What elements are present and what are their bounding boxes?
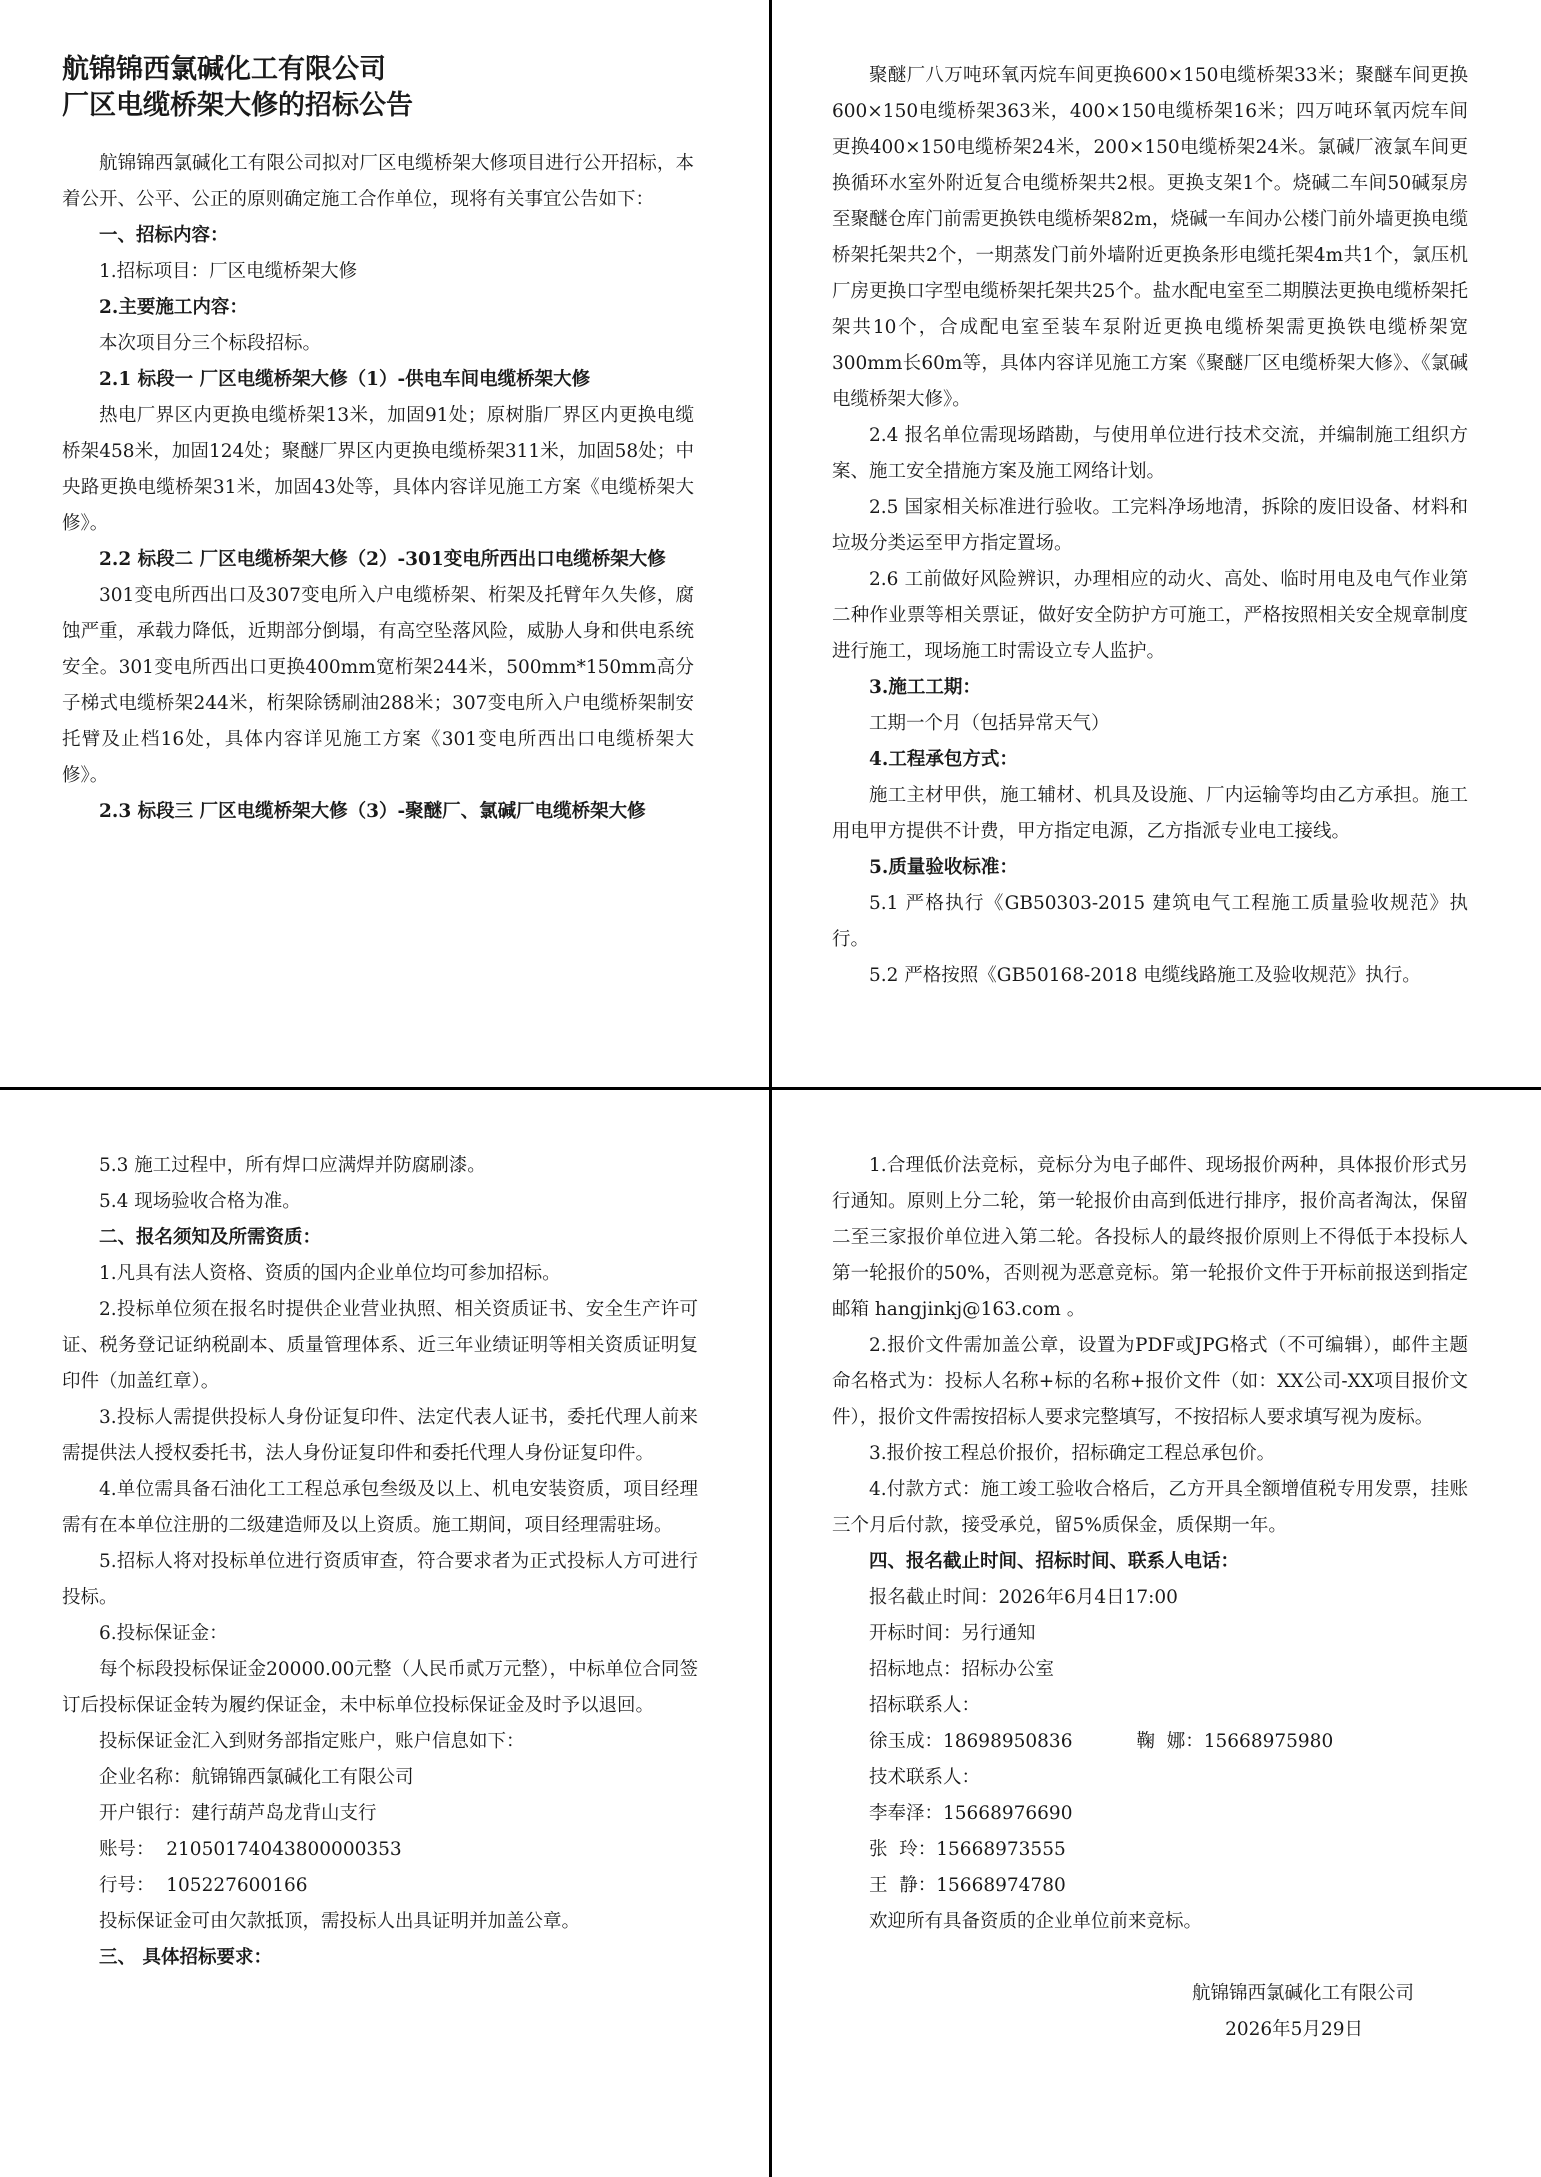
quality-5-4: 5.4 现场验收合格为准。 <box>99 1191 301 1212</box>
tech-contact-1: 李奉泽：15668976690 <box>869 1803 1073 1824</box>
tech-contact-2: 张 玲：15668973555 <box>869 1839 1066 1860</box>
lot-1-text: 热电厂界区内更换电缆桥架13米，加固91处；原树脂厂界区内更换电缆桥架458米，加固124处；聚醚厂界区内更换电缆桥架311米，加固58处；中央路更换电缆桥架31米，加固43处等，具体内容详见施工方案《电缆桥架大修》。 <box>62 405 694 534</box>
bid-project: 1.招标项目：厂区电缆桥架大修 <box>99 261 358 282</box>
bank-code: 行号： 105227600166 <box>99 1875 308 1896</box>
opening-time: 开标时间：另行通知 <box>869 1623 1036 1644</box>
requirement-2: 2.投标单位须在报名时提供企业营业执照、相关资质证书、安全生产许可证、税务登记证纳税副本、质量管理体系、近三年业绩证明等相关资质证明复印件（加盖红章）。 <box>62 1299 698 1392</box>
signature-org: 航锦锦西氯碱化工有限公司 <box>1191 1983 1414 2004</box>
deposit-text: 每个标段投标保证金20000.00元整（人民币贰万元整），中标单位合同签订后投标保证金转为履约保证金，未中标单位投标保证金及时予以退回。 <box>62 1659 698 1716</box>
page-1 <box>62 52 694 830</box>
requirement-5: 5.招标人将对投标单位进行资质审查，符合要求者为正式投标人方可进行投标。 <box>62 1551 698 1608</box>
deposit-heading: 6.投标保证金： <box>99 1623 228 1644</box>
section-1-heading: 一、招标内容： <box>99 225 229 246</box>
bid-contact-label: 招标联系人： <box>869 1695 981 1716</box>
lot-1-heading: 2.1 标段一 厂区电缆桥架大修（1）-供电车间电缆桥架大修 <box>99 369 591 390</box>
bid-contacts-row <box>832 1724 1468 1760</box>
bid-contact-2: 鞠 娜：15668975980 <box>1136 1731 1334 1752</box>
requirement-4: 4.单位需具备石油化工工程总承包叁级及以上、机电安装资质，项目经理需有在本单位注册的二级建造师及以上资质。施工期间，项目经理需驻场。 <box>62 1479 698 1536</box>
item-2-5: 2.5 国家相关标准进行验收。工完料净场地清，拆除的废旧设备、材料和垃圾分类运至甲方指定置场。 <box>832 497 1468 554</box>
account-company: 企业名称：航锦锦西氯碱化工有限公司 <box>99 1767 414 1788</box>
contract-mode-text: 施工主材甲供，施工辅材、机具及设施、厂内运输等均由乙方承担。施工用电甲方提供不计费，甲方指定电源，乙方指派专业电工接线。 <box>832 785 1468 842</box>
intro-paragraph: 航锦锦西氯碱化工有限公司拟对厂区电缆桥架大修项目进行公开招标，本着公开、公平、公正的原则确定施工合作单位，现将有关事宜公告如下： <box>62 153 694 210</box>
quality-5-1: 5.1 严格执行《GB50303-2015 建筑电气工程施工质量验收规范》执行。 <box>832 893 1468 950</box>
main-work-heading: 2.主要施工内容： <box>99 297 248 318</box>
item-2-6: 2.6 工前做好风险辨识，办理相应的动火、高处、临时用电及电气作业第二种作业票等相关票证，做好安全防护方可施工，严格按照相关安全规章制度进行施工，现场施工时需设立专人监护。 <box>832 569 1468 662</box>
main-work-text: 本次项目分三个标段招标。 <box>99 333 322 354</box>
section-4-heading: 四、报名截止时间、招标时间、联系人电话： <box>869 1551 1240 1572</box>
account-intro: 投标保证金汇入到财务部指定账户，账户信息如下： <box>99 1731 525 1752</box>
signature-block <box>832 1976 1468 2048</box>
section-3-heading: 三、 具体招标要求： <box>99 1947 272 1968</box>
lot-3-text: 聚醚厂八万吨环氧丙烷车间更换600×150电缆桥架33米；聚醚车间更换600×150电缆桥架363米，400×150电缆桥架16米；四万吨环氧丙烷车间更换400×150电缆桥架24米，200×150电缆桥架24米。氯碱厂液氯车间更换循环水室外附近复合电缆桥架共2根。更换支架1个。烧碱二车间50碱泵房至聚醚仓库门前需更换铁电缆桥架82m，烧碱一车间办公楼门前外墙更换电缆桥架托架共2个，一期蒸发门前外墙附近更换条形电缆托架4m共1个，氯压机厂房更换口字型电缆桥架托架共25个。盐水配电室至二期膜法更换电缆桥架托架共10个，合成配电室至装车泵附近更换电缆桥架需更换铁电缆桥架宽300mm长60m等，具体内容详见施工方案《聚醚厂区电缆桥架大修》、《氯碱电缆桥架大修》。 <box>832 65 1468 410</box>
bid-rule-2: 2.报价文件需加盖公章，设置为PDF或JPG格式（不可编辑），邮件主题命名格式为：投标人名称+标的名称+报价文件（如：XX公司-XX项目报价文件），报价文件需按招标人要求完整填写，不按招标人要求填写视为废标。 <box>832 1335 1468 1428</box>
tech-contact-3: 王 静：15668974780 <box>869 1875 1066 1896</box>
lot-2-heading: 2.2 标段二 厂区电缆桥架大修（2）-301变电所西出口电缆桥架大修 <box>99 549 666 570</box>
schedule-text: 工期一个月（包括异常天气） <box>869 713 1110 734</box>
page-4 <box>832 1148 1468 2048</box>
tech-contact-label: 技术联系人： <box>869 1767 981 1788</box>
bid-rule-1: 1.合理低价法竞标，竞标分为电子邮件、现场报价两种，具体报价形式另行通知。原则上分二轮，第一轮报价由高到低进行排序，报价高者淘汰，保留二至三家报价单位进入第二轮。各投标人的最终报价原则上不得低于本投标人第一轮报价的50%，否则视为恶意竞标。第一轮报价文件于开标前报送到指定邮箱 hangjinkj@163.com 。 <box>832 1155 1468 1320</box>
account-number: 账号： 21050174043800000353 <box>99 1839 402 1860</box>
document-title <box>62 52 694 124</box>
page-3 <box>62 1148 698 1976</box>
page-2 <box>832 58 1468 994</box>
requirement-1: 1.凡具有法人资格、资质的国内企业单位均可参加招标。 <box>99 1263 561 1284</box>
lot-2-text: 301变电所西出口及307变电所入户电缆桥架、桁架及托臂年久失修，腐蚀严重，承载力降低，近期部分倒塌，有高空坠落风险，威胁人身和供电系统安全。301变电所西出口更换400mm宽桁架244米，500mm*150mm高分子梯式电缆桥架244米，桁架除锈刷油288米；307变电所入户电缆桥架制安托臂及止档16处，具体内容详见施工方案《301变电所西出口电缆桥架大修》。 <box>62 585 694 786</box>
lot-3-heading: 2.3 标段三 厂区电缆桥架大修（3）-聚醚厂、氯碱厂电缆桥架大修 <box>99 801 646 822</box>
section-2-heading: 二、报名须知及所需资质： <box>99 1227 322 1248</box>
bid-location: 招标地点：招标办公室 <box>869 1659 1055 1680</box>
quality-heading: 5.质量验收标准： <box>869 857 1018 878</box>
contract-mode-heading: 4.工程承包方式： <box>869 749 1018 770</box>
requirement-3: 3.投标人需提供投标人身份证复印件、法定代表人证书，委托代理人前来需提供法人授权委托书，法人身份证复印件和委托代理人身份证复印件。 <box>62 1407 698 1464</box>
title-line-1: 航锦锦西氯碱化工有限公司 <box>62 54 386 85</box>
account-bank: 开户银行：建行葫芦岛龙背山支行 <box>99 1803 377 1824</box>
bid-rule-3: 3.报价按工程总价报价，招标确定工程总承包价。 <box>869 1443 1276 1464</box>
horizontal-divider <box>0 1087 1541 1090</box>
bid-contact-1: 徐玉成：18698950836 <box>869 1731 1073 1752</box>
item-2-4: 2.4 报名单位需现场踏勘，与使用单位进行技术交流，并编制施工组织方案、施工安全措施方案及施工网络计划。 <box>832 425 1468 482</box>
quality-5-2: 5.2 严格按照《GB50168-2018 电缆线路施工及验收规范》执行。 <box>869 965 1421 986</box>
title-line-2: 厂区电缆桥架大修的招标公告 <box>62 90 413 121</box>
signature-date: 2026年5月29日 <box>1225 2019 1363 2040</box>
bid-rule-4: 4.付款方式：施工竣工验收合格后，乙方开具全额增值税专用发票，挂账三个月后付款，接受承兑，留5%质保金，质保期一年。 <box>832 1479 1468 1536</box>
deposit-note: 投标保证金可由欠款抵顶，需投标人出具证明并加盖公章。 <box>99 1911 581 1932</box>
welcome-text: 欢迎所有具备资质的企业单位前来竞标。 <box>869 1911 1203 1932</box>
quality-5-3: 5.3 施工过程中，所有焊口应满焊并防腐刷漆。 <box>99 1155 486 1176</box>
registration-deadline: 报名截止时间：2026年6月4日17:00 <box>869 1587 1178 1608</box>
schedule-heading: 3.施工工期： <box>869 677 981 698</box>
